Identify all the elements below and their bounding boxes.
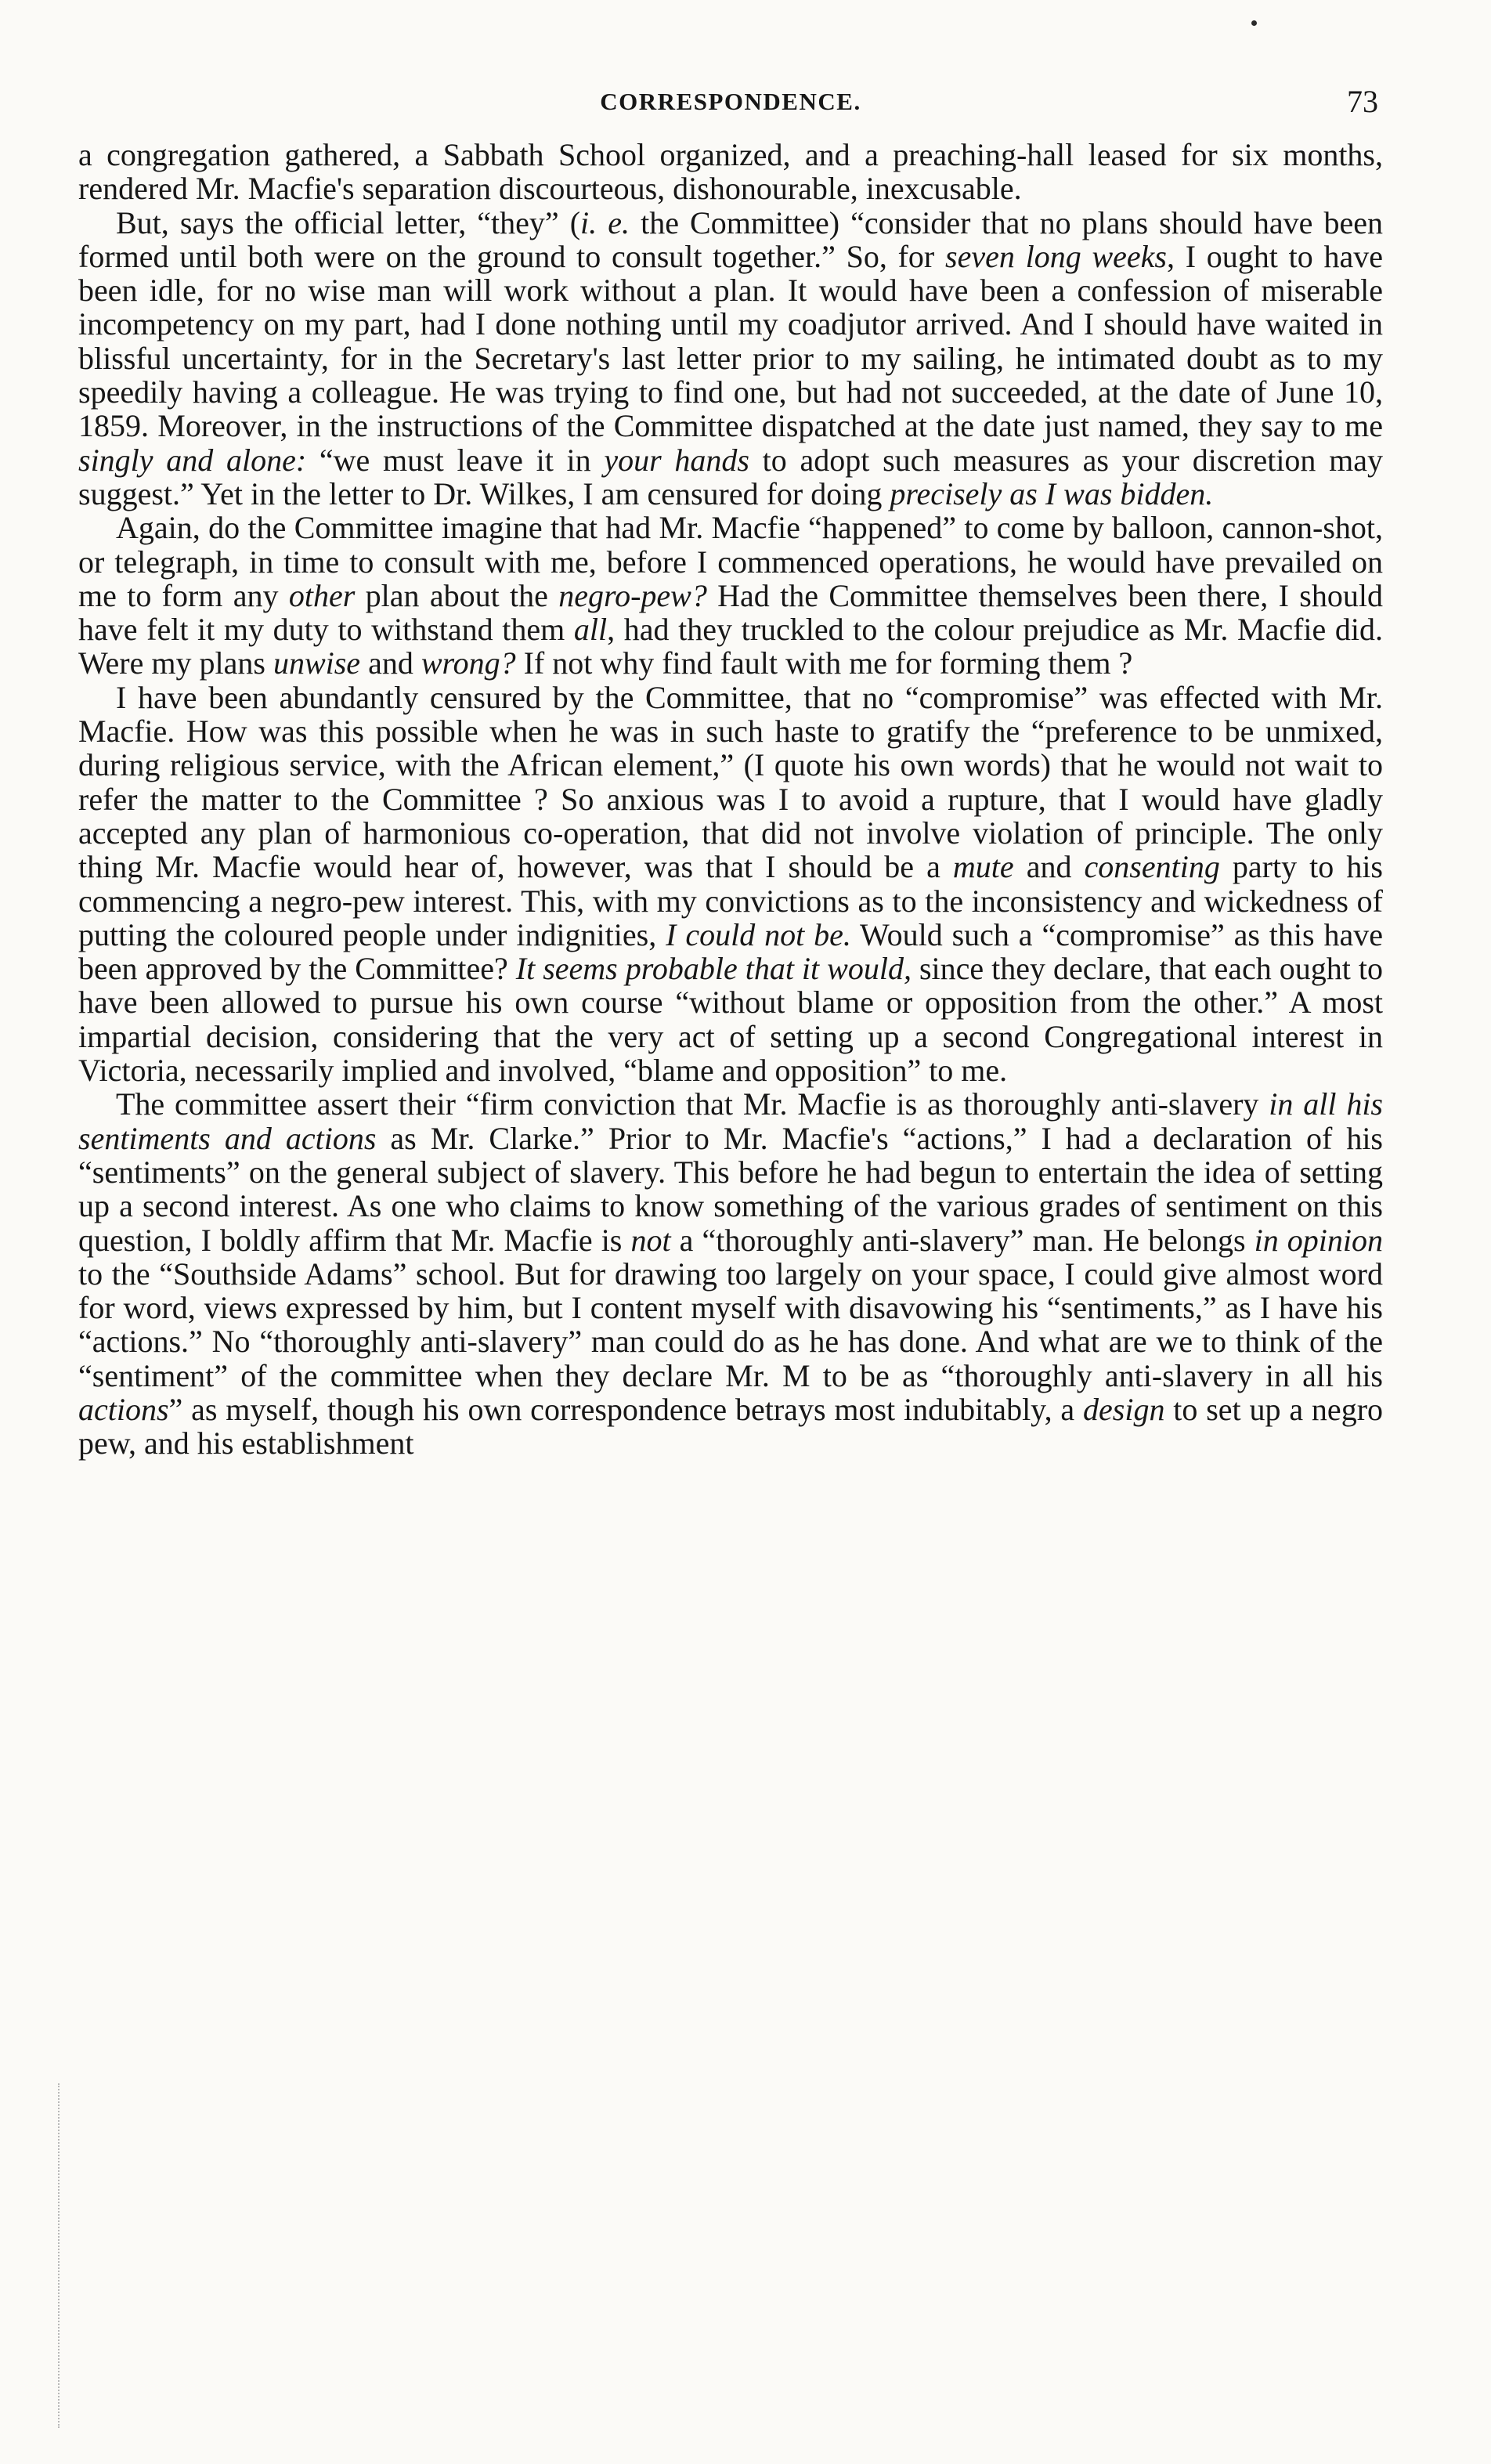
italic-text: mute bbox=[952, 849, 1014, 885]
italic-text: in opinion bbox=[1254, 1222, 1383, 1258]
body-text bbox=[78, 138, 1383, 1461]
text-run: Had the Committee themselves been there, I should have felt it my duty to withstand them bbox=[78, 577, 1383, 648]
italic-text: It seems probable that it would, bbox=[515, 951, 912, 987]
italic-text: negro-pew? bbox=[558, 577, 707, 613]
paragraph bbox=[78, 1087, 1383, 1460]
text-run: a congregation gathered, a Sabbath School organized, and a preaching-hall leased for six months, rendered Mr. Macfie's separation discourteous, dishonourable, inexcusable. bbox=[78, 137, 1383, 207]
text-run: plan about the bbox=[355, 577, 559, 613]
text-run: If not why find fault with me for forming them ? bbox=[515, 645, 1133, 681]
italic-text: singly and alone: bbox=[78, 442, 307, 478]
page-edge-shadow bbox=[58, 2083, 63, 2428]
text-run: Again, do the Committee imagine that had Mr. Macfie “happened” to come by balloon, cannon-shot, or telegraph, in time to consult with me, before I commenced operations, he would have prevailed on me to form any bbox=[78, 510, 1383, 613]
text-run: “we must leave it in bbox=[306, 442, 605, 478]
italic-text: unwise bbox=[273, 645, 361, 681]
paragraph bbox=[78, 511, 1383, 680]
text-run: a “thoroughly anti-slavery” man. He belongs bbox=[670, 1222, 1255, 1258]
page-number: 73 bbox=[1347, 84, 1378, 119]
text-run: The committee assert their “firm conviction that Mr. Macfie is as thoroughly anti-slavery bbox=[116, 1086, 1269, 1122]
text-run: to adopt such measures as your discretion may suggest.” Yet in the letter to Dr. Wilkes, I am censured for doing bbox=[78, 442, 1384, 511]
text-run: , had they truckled to the colour prejudice as Mr. Macfie did. Were my plans bbox=[78, 612, 1384, 681]
italic-text: design bbox=[1083, 1391, 1165, 1427]
italic-text: not bbox=[630, 1222, 671, 1258]
text-run: to the “Southside Adams” school. But for drawing too largely on your space, I could give almost word for word, views expressed by him, but I content myself with disavowing his “sentiments,” as I have his “actions.” No “thoroughly anti-slavery” man could do as he has done. And what are we to think of the “sentiment” of the committee when they declare Mr. M to be as “thoroughly anti-slavery in all his bbox=[78, 1255, 1383, 1393]
text-run: since they declare, that each ought to have been allowed to pursue his own course “without blame or opposition from the other.” A most impartial decision, considering that the very act of setting up a second Congregational interest in Victoria, necessarily implied and involved, “blame and opposition” to me. bbox=[78, 951, 1383, 1089]
running-head: CORRESPONDENCE. bbox=[600, 88, 861, 115]
ink-speck bbox=[1251, 20, 1257, 26]
paragraph bbox=[78, 681, 1383, 1088]
book-page bbox=[78, 84, 1384, 1461]
italic-text: i. e. bbox=[580, 204, 630, 240]
text-run: I have been abundantly censured by the Committee, that no “compromise” was effected with Mr. Macfie. How was this possible when he was in such haste to gratify the “preference to be unmixed, during religious service, with the African element,” (I quote his own words) that he would not wait to refer the matter to the Committee ? So anxious was I to avoid a rupture, that I would have gladly accepted any plan of harmonious co-operation, that did not involve violation of principle. The only thing Mr. Macfie would hear of, however, was that I should be a bbox=[78, 679, 1383, 885]
italic-text: seven long weeks bbox=[945, 238, 1167, 274]
text-run: Would such a “compromise” as this have been approved by the Committee? bbox=[78, 916, 1383, 987]
italic-text: I could not be. bbox=[666, 916, 851, 952]
italic-text: actions bbox=[78, 1391, 169, 1427]
text-run: ” as myself, though his own correspondence betrays most indubitably, a bbox=[168, 1391, 1084, 1427]
italic-text: your hands bbox=[604, 442, 749, 478]
text-run: and bbox=[360, 645, 421, 681]
paragraph bbox=[78, 138, 1383, 206]
text-run: and bbox=[1013, 849, 1085, 885]
italic-text: wrong? bbox=[421, 645, 516, 681]
italic-text: precisely as I was bidden. bbox=[890, 475, 1214, 511]
text-run: as Mr. Clarke.” Prior to Mr. Macfie's “actions,” I had a declaration of his “sentiments” on the general subject of slavery. This before he had begun to entertain the idea of setting up a second interest. As one who claims to know something of the various grades of sentiment on this question, I boldly affirm that Mr. Macfie is bbox=[78, 1120, 1383, 1258]
text-run: But, says the official letter, “they” ( bbox=[116, 204, 581, 240]
paragraph bbox=[78, 206, 1383, 511]
text-run: , I ought to have been idle, for no wise man will work without a plan. It would have been a confession of miserable incompetency on my part, had I done nothing until my coadjutor arrived. And I should have waited in blissful uncertainty, for in the Secretary's last letter prior to my sailing, he intimated doubt as to my speedily having a colleague. He was trying to find one, but had not succeeded, at the date of June 10, 1859. Moreover, in the instructions of the Committee dispatched at the date just named, they say to me bbox=[78, 238, 1384, 444]
page-header bbox=[78, 84, 1383, 138]
italic-text: consenting bbox=[1084, 849, 1220, 885]
text-run: the Committee) “consider that no plans should have been formed until both were on the ground to consult together.” So, for bbox=[78, 204, 1384, 274]
italic-text: in all his sentiments and actions bbox=[78, 1086, 1383, 1156]
text-run: party to his commencing a negro-pew interest. This, with my convictions as to the inconsistency and wickedness of putting the coloured people under indignities, bbox=[78, 849, 1383, 952]
italic-text: all bbox=[573, 612, 608, 648]
italic-text: other bbox=[288, 577, 356, 613]
text-run: to set up a negro pew, and his establishment bbox=[78, 1391, 1384, 1461]
